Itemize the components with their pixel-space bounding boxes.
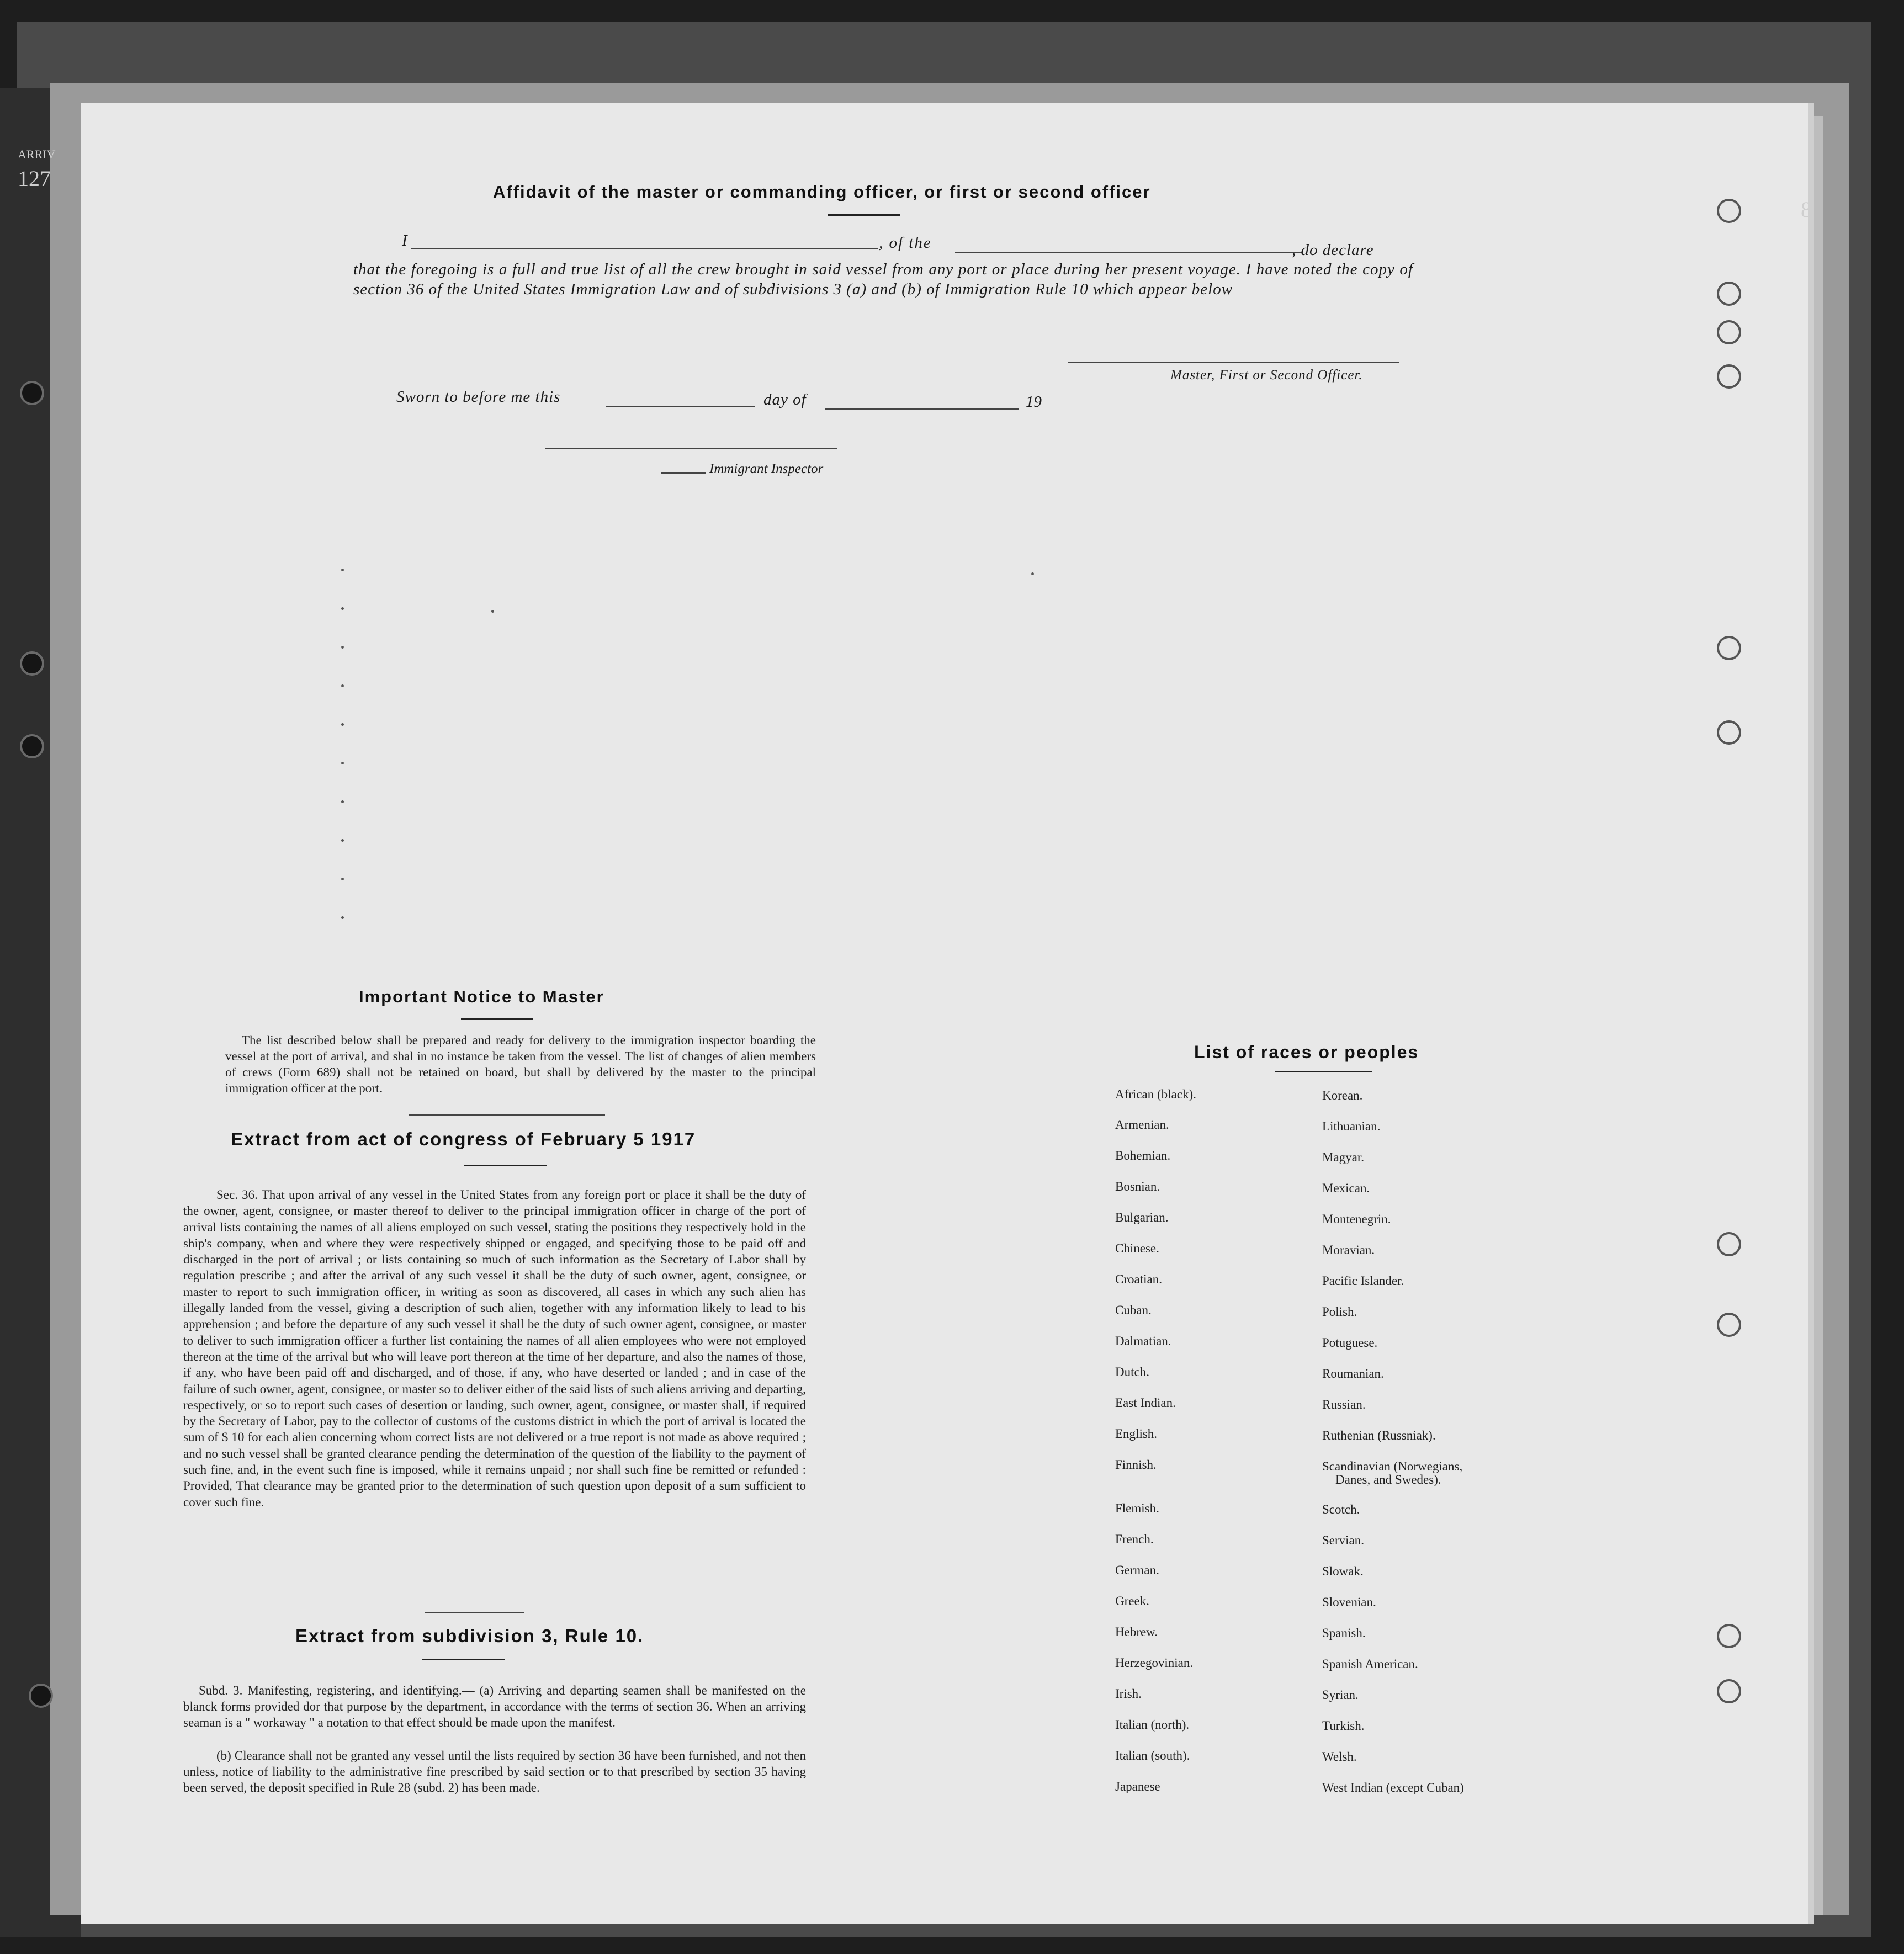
binder-hole-icon (20, 381, 44, 405)
affidavit-i-label: I (402, 232, 407, 249)
punch-hole-icon (1717, 1679, 1741, 1703)
race-item: Spanish. (1322, 1626, 1366, 1640)
race-item: Flemish. (1115, 1501, 1159, 1515)
sworn-label: Sworn to before me this (396, 388, 561, 406)
race-item: Bosnian. (1115, 1180, 1160, 1193)
punch-hole-icon (1717, 282, 1741, 306)
binder-hole-icon (29, 1684, 53, 1708)
races-title-rule (1275, 1071, 1372, 1072)
master-signature-caption: Master, First or Second Officer. (1170, 368, 1363, 383)
extract-act-title: Extract from act of congress of February 5 1917 (231, 1129, 696, 1149)
sworn-month-field[interactable] (825, 408, 1019, 410)
binder-hole-icon (20, 734, 44, 758)
archive-tab-line2: 127 (18, 166, 51, 191)
bleed-dot (1031, 572, 1034, 575)
bleed-dot (341, 800, 344, 803)
race-item: Bohemian. (1115, 1149, 1171, 1162)
race-item: Servian. (1322, 1533, 1365, 1547)
bleed-dot (341, 646, 344, 649)
race-item: Scandinavian (Norwegians, (1322, 1459, 1463, 1473)
do-declare-label: , do declare (1292, 241, 1374, 259)
bleed-dot (341, 569, 344, 571)
vessel-field[interactable] (955, 252, 1302, 253)
extract-rule-title: Extract from subdivision 3, Rule 10. (295, 1626, 644, 1646)
race-item: West Indian (except Cuban) (1322, 1781, 1464, 1794)
notice-end-rule (409, 1114, 605, 1116)
race-item: Roumanian. (1322, 1367, 1384, 1380)
race-item: French. (1115, 1532, 1154, 1546)
notice-title: Important Notice to Master (359, 987, 604, 1006)
binder-hole-icon (20, 651, 44, 676)
race-item: Slowak. (1322, 1564, 1364, 1578)
race-item: Ruthenian (Russniak). (1322, 1429, 1436, 1442)
race-item: Italian (north). (1115, 1718, 1190, 1732)
punch-hole-icon (1717, 1232, 1741, 1256)
race-item: Magyar. (1322, 1150, 1365, 1164)
subdivision-3b-text: (b) Clearance shall not be granted any vessel until the lists required by section 36 have been furnished, and not then unless, notice of liability to the administrative fine prescribed by said section or to that prescribed by section 35 having been served, the deposit specified in Rule 28 (subd. 2) has been made. (183, 1749, 806, 1794)
day-of-label: day of (763, 391, 807, 408)
notice-title-rule (461, 1018, 533, 1020)
race-item: Korean. (1322, 1088, 1363, 1102)
race-item: Mexican. (1322, 1181, 1370, 1195)
race-item: Bulgarian. (1115, 1210, 1169, 1224)
race-item: Scotch. (1322, 1502, 1360, 1516)
bleed-dot (341, 723, 344, 726)
archive-tab (18, 142, 73, 198)
race-item: Hebrew. (1115, 1625, 1158, 1639)
punch-hole-icon (1717, 720, 1741, 745)
race-item: Greek. (1115, 1594, 1149, 1608)
subdivision-3a-text: Subd. 3. Manifesting, registering, and identifying.— (a) Arriving and departing seamen shall be manifested on the blanck forms provided dor that purpose by the department, in accordance with the terms of section 36. When an arriving seaman is a " workaway " a notation to that effect should be made upon the manifest. (183, 1684, 806, 1729)
race-item: Croatian. (1115, 1272, 1162, 1286)
affidavit-title-rule (828, 214, 900, 216)
bleed-dot (341, 684, 344, 687)
race-item: English. (1115, 1427, 1158, 1441)
master-signature-field[interactable] (1068, 362, 1399, 363)
race-item: Polish. (1322, 1305, 1357, 1319)
race-item: Potuguese. (1322, 1336, 1378, 1350)
race-item: Chinese. (1115, 1241, 1159, 1255)
bleed-dot (341, 839, 344, 842)
race-item: Irish. (1115, 1687, 1142, 1701)
race-item: Danes, and Swedes). (1335, 1473, 1441, 1486)
inspector-signature-underline (661, 472, 706, 474)
race-item: Herzegovinian. (1115, 1656, 1194, 1670)
punch-hole-icon (1717, 320, 1741, 344)
race-item: East Indian. (1115, 1396, 1176, 1410)
race-item: Lithuanian. (1322, 1119, 1381, 1133)
race-item: African (black). (1115, 1087, 1196, 1101)
notice-body: The list described below shall be prepared and ready for delivery to the immigration inspector boarding the vessel at the port of arrival, and shal in no instance be taken from the vessel. The list of changes of alien members of crews (Form 689) shall not be retained on board, but shall by delivered by the master to the principal immigration officer at the port. (225, 1033, 816, 1095)
extract-rule-title-rule (422, 1659, 505, 1660)
year-prefix: 19 (1026, 393, 1042, 411)
punch-hole-icon (1717, 1313, 1741, 1337)
race-item: Finnish. (1115, 1458, 1157, 1472)
race-item: Armenian. (1115, 1118, 1169, 1132)
punch-hole-icon (1717, 364, 1741, 389)
bleed-dot (341, 878, 344, 880)
archive-tab-line1: ARRIV (18, 147, 56, 161)
race-item: German. (1115, 1563, 1159, 1577)
race-item: Dutch. (1115, 1365, 1149, 1379)
race-item: Dalmatian. (1115, 1334, 1171, 1348)
race-item: Montenegrin. (1322, 1212, 1391, 1226)
race-item: Japanese (1115, 1780, 1160, 1793)
punch-hole-icon (1717, 199, 1741, 223)
extract-act-end-rule (425, 1612, 524, 1613)
punch-hole-icon (1717, 636, 1741, 660)
race-item: Pacific Islander. (1322, 1274, 1404, 1288)
section-36-text: Sec. 36. That upon arrival of any vessel in the United States from any foreign port or place it shall be the duty of the owner, agent, consignee, or master thereof to deliver to the principal immigration officer in charge of the port of arrival lists containing the names of all aliens employed on such vessel, stating the positions they respectively hold in the ship's company, when and where they were respectively shipped or engaged, and specifying those to be paid off and discharged in the port of arrival ; or lists containing so much of such information as the Secretary of Labor shall by regulation prescribe ; and after the arrival of any such vessel it shall be the duty of such owner, agent, consignee, or master to report to such immigration officer, in writing as soon as discovered, all cases in which any such alien has illegally landed from the vessel, giving a description of such alien, together with any information likely to lead to his apprehension ; and before the departure of any such vessel it shall be the duty of such owner agent, consignee, or master to deliver to such immigration officer a further list containing the names of all alien employees who were not employed thereon at the time of the arrival but who will leave port thereon at the time of her departure, and also the names of those, if any, who have been paid off and discharged, and of those, if any, who have deserted or landed ; and in case of the failure of such owner, agent, consignee, or master so to deliver either of the said lists of such aliens arriving and departing, respectively, or so to report such cases of desertion or landing, such owner, agent, consignee, or master shall, if required by the Secretary of Labor, pay to the collector of customs of the customs district in which the port of arrival is located the sum of $ 10 for each alien concerning whom correct lists are not delivered or a true report is not made as above required ; and no such vessel shall be granted clearance pending the determination of the question of the liability to the payment of such fine, and, in the event such fine is imposed, while it remains unpaid ; nor shall such fine be remitted or refunded : Provided, That clearance may be granted prior to the determination of such question upon deposit of a sum sufficient to cover such fine. (183, 1188, 806, 1509)
race-item: Welsh. (1322, 1750, 1357, 1764)
race-item: Italian (south). (1115, 1749, 1190, 1762)
race-item: Slovenian. (1322, 1595, 1376, 1609)
sworn-day-field[interactable] (606, 406, 755, 407)
bleed-dot (491, 610, 494, 613)
extract-act-title-rule (464, 1165, 547, 1166)
race-item: Turkish. (1322, 1719, 1365, 1733)
affidavit-title: Affidavit of the master or commanding officer, or first or second officer (493, 182, 1151, 201)
inspector-caption: Immigrant Inspector (709, 461, 824, 476)
bleed-dot (341, 607, 344, 610)
of-the-label: , of the (879, 234, 932, 252)
race-item: Moravian. (1322, 1243, 1375, 1257)
document-page (81, 103, 1814, 1924)
page-number: 8 (1801, 197, 1812, 222)
race-item: Syrian. (1322, 1688, 1359, 1702)
punch-hole-icon (1717, 1624, 1741, 1648)
bleed-dot (341, 916, 344, 919)
affidavit-body: that the foregoing is a full and true list of all the crew brought in said vessel from any port or place during her present voyage. I have noted the copy of section 36 of the United States Immigration Law and of subdivisions 3 (a) and (b) of Immigration Rule 10 which appear below (353, 261, 1413, 298)
races-title: List of races or peoples (1194, 1042, 1419, 1062)
race-item: Cuban. (1115, 1303, 1152, 1317)
inspector-signature-field[interactable] (545, 448, 837, 449)
bleed-dot (341, 762, 344, 764)
race-item: Spanish American. (1322, 1657, 1418, 1671)
name-field[interactable] (411, 248, 878, 249)
race-item: Russian. (1322, 1398, 1366, 1411)
